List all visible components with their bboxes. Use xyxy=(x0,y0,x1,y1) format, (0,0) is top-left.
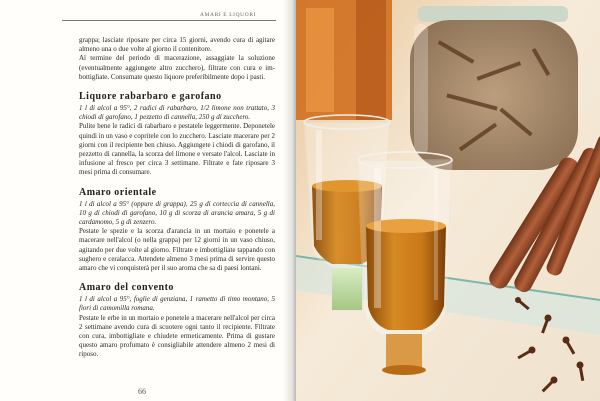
photo-page xyxy=(296,0,600,401)
left-page xyxy=(0,0,296,401)
recipe-ingredients: 1 l di alcol a 95° (oppure di grappa), 25 g di corteccia di cannella, 10 g di chiodi di garofano, 10 g di scorza di arancia amara, 5 g di cardamomo, 5 g di zenzero. xyxy=(79,199,275,227)
recipe-ingredients: 1 l di alcol a 95°, 2 radici di rabarbaro, 1/2 limone non trattato, 3 chiodi di garofano, 1 pezzetto di cannella, 250 g di zucchero. xyxy=(79,104,275,122)
text-block xyxy=(79,36,275,360)
recipe-method: Pulite bene le radici di rabarbaro e pestatele leggermente. Deponetele quindi in un vaso e copritele con lo zucchero. Lasciate macerare per 2 giorni con il recipiente ben chiuso. Aggiungete i chiodi di garofano, il pezzetto di cannella, la scorza del limone e versate l'alcol. Lasciate in infusione al fresco per circa 3 settimane. Filtrate e fate riposare 3 mesi prima di consumare. xyxy=(79,122,275,177)
book-gutter xyxy=(283,0,296,401)
page-number: 66 xyxy=(138,387,146,396)
intro-paragraph xyxy=(79,36,275,82)
recipe-title: Amaro del convento xyxy=(79,282,174,294)
liqueur-photo xyxy=(296,0,600,401)
spice-jar xyxy=(410,6,578,170)
intro-line: (eventualmente aggiungete altro zucchero), filtrate con cura e im- xyxy=(79,63,275,72)
intro-line: almeno una o due volte al giorno il contenitore. xyxy=(79,45,212,54)
recipe-ingredients: 1 l di alcol a 95°, foglie di genziana, 1 rametto di timo montano, 5 fiori di camomilla romana. xyxy=(79,295,275,313)
recipe xyxy=(79,91,275,178)
intro-line: Al termine del periodo di macerazione, assaggiate la soluzione xyxy=(79,54,275,63)
intro-line: grappa; lasciate riposare per circa 15 giorni, avendo cura di agitare xyxy=(79,36,275,44)
recipe xyxy=(79,187,275,274)
bottle xyxy=(296,0,392,120)
intro-line: bottigliate. Consumate questo liquore preferibilmente dopo i pasti. xyxy=(79,72,266,81)
recipe-method: Pestate le spezie e la scorza d'arancia in un mortaio e ponetele a macerare nell'alcol (o nella grappa) per 12 giorni in un vaso chiuso, agitando per due volte al giorno. Filtrate e imbottigliate tappando con sughero e ceralacca. Attendete almeno 3 mesi prima di servire questo amaro che vi conquisterà per il suo aroma che sa di paesi lontani. xyxy=(79,227,275,273)
recipe-method: Pestate le erbe in un mortaio e ponetele a macerare nell'alcol per circa 2 settimane avendo cura di scuotere ogni tanto il recipiente. Filtrate con cura, imbottigliate e chiudete ermeticamente. Prima di gustare questo amaro profumato è consigliabile attendere almeno 2 mesi di riposo. xyxy=(79,313,275,359)
running-head: AMARI E LIQUORI xyxy=(199,12,257,18)
recipe-title: Liquore rabarbaro e garofano xyxy=(79,91,222,103)
header-rule xyxy=(62,20,276,21)
recipe-title: Amaro orientale xyxy=(79,186,157,198)
recipe xyxy=(79,282,275,359)
